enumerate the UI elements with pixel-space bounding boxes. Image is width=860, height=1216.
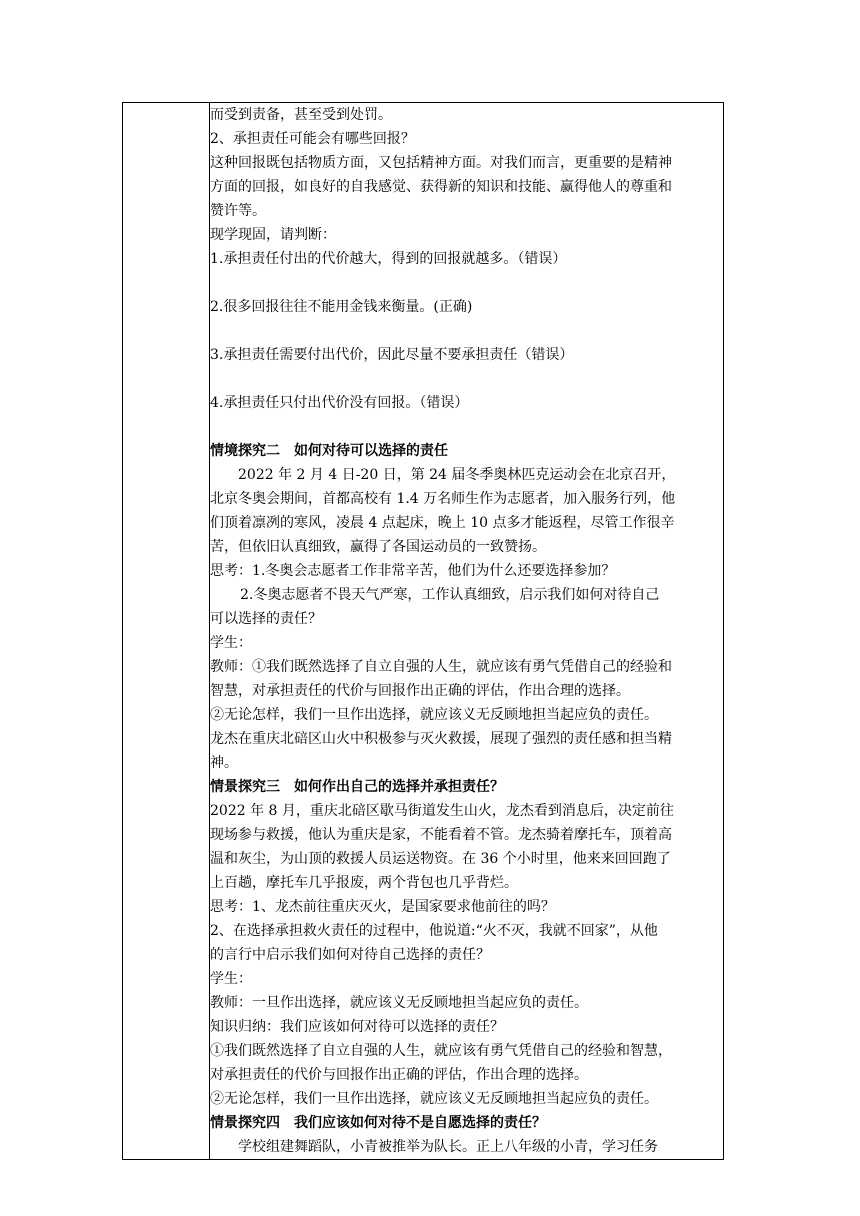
text-line: 赞许等。 [210, 203, 266, 219]
text-line: 的言行中启示我们如何对待自己选择的责任？ [210, 947, 490, 963]
text-line: 思考：1.冬奥会志愿者工作非常辛苦，他们为什么还要选择参加？ [210, 563, 616, 579]
lesson-table [122, 102, 724, 1160]
text-line: 2、在选择承担救火责任的过程中，他说道:“火不灭，我就不回家”，从他 [210, 923, 658, 939]
text-line: 现学现固，请判断： [210, 227, 336, 243]
text-line: 教师：①我们既然选择了自立自强的人生，就应该有勇气凭借自己的经验和 [210, 659, 672, 675]
text-line: 学生： [210, 635, 252, 651]
text-line: 们顶着凛冽的寒风，凌晨 4 点起床，晚上 10 点多才能返程，尽管工作很辛 [210, 515, 675, 531]
content-lines [210, 103, 723, 1159]
text-line: 上百趟，摩托车几乎报废，两个背包也几乎背烂。 [210, 875, 518, 891]
text-line: 2022 年 8 月，重庆北碚区歇马街道发生山火，龙杰看到消息后，决定前往 [210, 803, 674, 819]
text-line: ①我们既然选择了自立自强的人生，就应该有勇气凭借自己的经验和智慧， [210, 1043, 672, 1059]
section-heading: 情景探究四 我们应该如何对待不是自愿选择的责任？ [210, 1115, 546, 1131]
text-line: 北京冬奥会期间，首都高校有 1.4 万名师生作为志愿者，加入服务行列，他 [210, 491, 676, 507]
text-line: 而受到责备，甚至受到处罚。 [210, 107, 392, 123]
blank-line [210, 319, 723, 343]
text-line: 方面的回报，如良好的自我感觉、获得新的知识和技能、赢得他人的尊重和 [210, 179, 672, 195]
text-line: 现场参与救援，他认为重庆是家，不能看着不管。龙杰骑着摩托车，顶着高 [210, 827, 672, 843]
section-heading: 情景探究三 如何作出自己的选择并承担责任？ [210, 779, 504, 795]
text-line: ②无论怎样，我们一旦作出选择，就应该义无反顾地担当起应负的责任。 [210, 1091, 658, 1107]
content-cell [210, 103, 724, 1160]
left-column-cell [123, 103, 210, 1160]
text-line: 1.承担责任付出的代价越大，得到的回报就越多。（错误） [210, 251, 567, 267]
blank-line [210, 367, 723, 391]
text-line: 苦，但依旧认真细致，赢得了各国运动员的一致赞扬。 [210, 539, 546, 555]
text-line: 2022 年 2 月 4 日-20 日，第 24 届冬季奥林匹克运动会在北京召开， [238, 467, 676, 483]
text-line: 3.承担责任需要付出代价，因此尽量不要承担责任（错误） [210, 347, 574, 363]
section-heading: 情境探究二 如何对待可以选择的责任 [210, 443, 448, 459]
text-line: 这种回报既包括物质方面，又包括精神方面。对我们而言，更重要的是精神 [210, 155, 672, 171]
text-line: ②无论怎样，我们一旦作出选择，就应该义无反顾地担当起应负的责任。 [210, 707, 658, 723]
blank-line [210, 415, 723, 439]
text-line: 龙杰在重庆北碚区山火中积极参与灭火救援，展现了强烈的责任感和担当精 [210, 731, 672, 747]
text-line: 学校组建舞蹈队，小青被推举为队长。正上八年级的小青，学习任务 [238, 1139, 658, 1155]
blank-line [210, 271, 723, 295]
text-line: 可以选择的责任？ [210, 611, 322, 627]
text-line: 学生： [210, 971, 252, 987]
text-line: 4.承担责任只付出代价没有回报。（错误） [210, 395, 469, 411]
text-line: 2、承担责任可能会有哪些回报？ [210, 131, 415, 147]
text-line: 2.很多回报往往不能用金钱来衡量。(正确) [210, 299, 473, 315]
text-line: 温和灰尘，为山顶的救援人员运送物资。在 36 个小时里，他来来回回跑了 [210, 851, 671, 867]
text-line: 神。 [210, 755, 238, 771]
text-line: 智慧，对承担责任的代价与回报作出正确的评估，作出合理的选择。 [210, 683, 630, 699]
text-line: 思考：1、龙杰前往重庆灭火，是国家要求他前往的吗？ [210, 899, 555, 915]
text-line: 2.冬奥志愿者不畏天气严寒，工作认真细致，启示我们如何对待自己 [240, 587, 660, 603]
text-line: 对承担责任的代价与回报作出正确的评估，作出合理的选择。 [210, 1067, 588, 1083]
text-line: 教师：一旦作出选择，就应该义无反顾地担当起应负的责任。 [210, 995, 588, 1011]
text-line: 知识归纳：我们应该如何对待可以选择的责任？ [210, 1019, 504, 1035]
